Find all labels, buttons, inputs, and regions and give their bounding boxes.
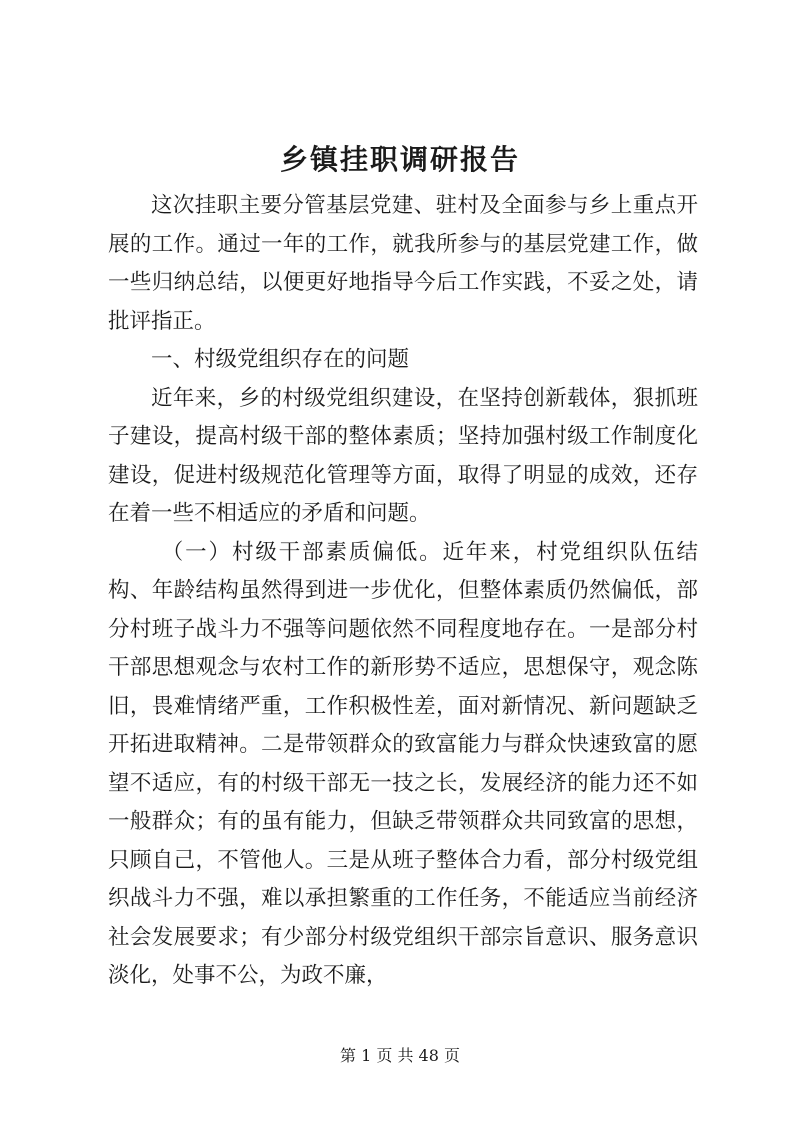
subsection-paragraph: （一）村级干部素质偏低。近年来，村党组织队伍结构、年龄结构虽然得到进一步优化，但整体素质仍然偏低，部分村班子战斗力不强等问题依然不同程度地存在。一是部分村干部思想观念与农村工作的新形势不适应，思想保守，观念陈旧，畏难情绪严重，工作积极性差，面对新情况、新问题缺乏开拓进取精神。二是带领群众的致富能力与群众快速致富的愿望不适应，有的村级干部无一技之长，发展经济的能力还不如一般群众；有的虽有能力，但缺乏带领群众共同致富的思想，只顾自己，不管他人。三是从班子整体合力看，部分村级党组织战斗力不强，难以承担繁重的工作任务，不能适应当前经济社会发展要求；有少部分村级党组织干部宗旨意识、服务意识淡化，处事不公，为政不廉， [108,539,698,988]
document-body [108,187,698,996]
section-heading: 一、村级党组织存在的问题 [151,347,410,372]
section-paragraph: 近年来，乡的村级党组织建设，在坚持创新载体，狠抓班子建设，提高村级干部的整体素质；坚持加强村级工作制度化建设，促进村级规范化管理等方面，取得了明显的成效，还存在着一些不相适应的矛盾和问题。 [108,385,698,526]
intro-paragraph: 这次挂职主要分管基层党建、驻村及全面参与乡上重点开展的工作。通过一年的工作，就我所参与的基层党建工作，做一些归纳总结，以便更好地指导今后工作实践，不妥之处，请批评指正。 [108,193,698,334]
document-title: 乡镇挂职调研报告 [279,143,520,176]
page-number: 第 1 页 共 48 页 [340,1046,460,1065]
